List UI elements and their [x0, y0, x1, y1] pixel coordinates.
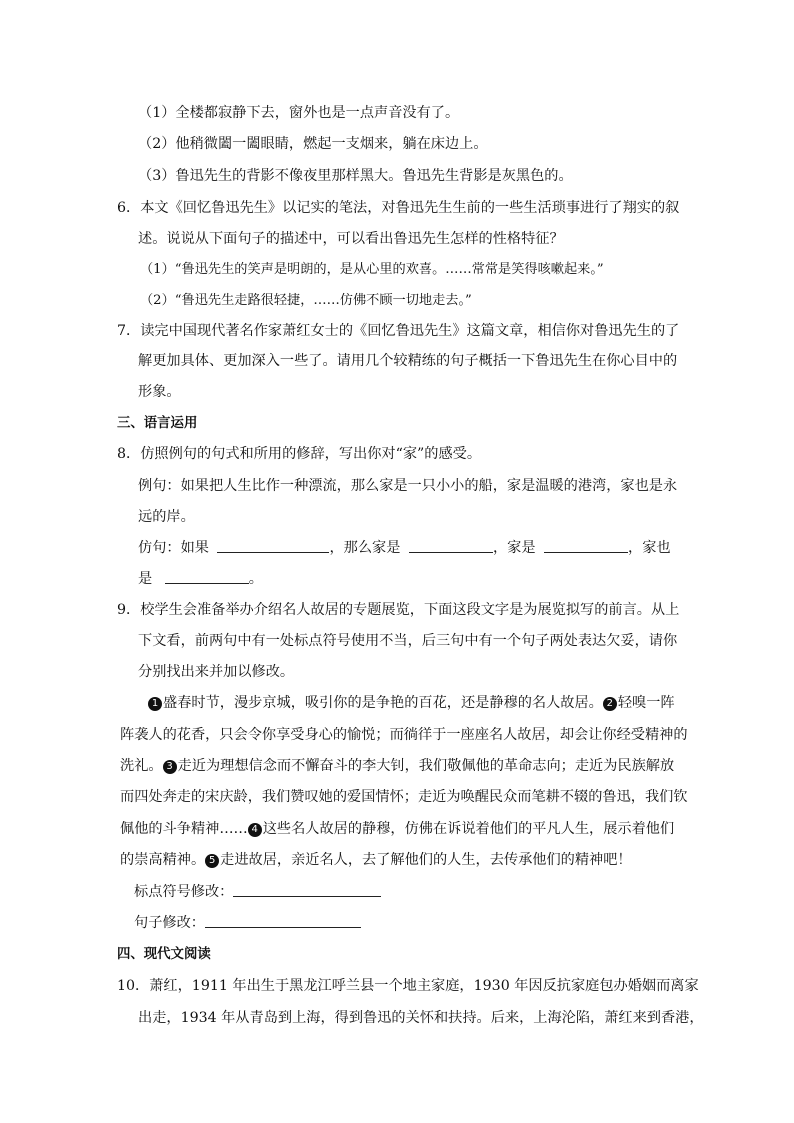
q6-line-1: 6．本文《回忆鲁迅先生》以记实的笔法，对鲁迅先生生前的一些生活琐事进行了翔实的叙	[117, 200, 680, 216]
q8-example-line-1: 例句：如果把人生比作一种漂流，那么家是一只小小的船，家是温暖的港湾，家也是永	[138, 478, 678, 494]
q9-passage-text-1a: 盛春时节，漫步京城，吸引你的是争艳的百花，还是静穆的名人故居。	[163, 695, 603, 711]
q8-fill-line-2	[138, 569, 263, 589]
q10-line-2: 出走，1934 年从青岛到上海，得到鲁迅的关怀和扶持。后来，上海沦陷，萧红来到香港，	[138, 1010, 704, 1026]
q6-line-2: 述。说说从下面句子的描述中，可以看出鲁迅先生怎样的性格特征？	[138, 231, 564, 247]
q8-blank-2[interactable]	[409, 538, 493, 553]
q9-sentence-blank[interactable]	[205, 913, 361, 928]
q7-line-3: 形象。	[138, 384, 181, 400]
q9-line-3: 分别找出来并加以修改。	[138, 664, 295, 680]
q8-blank-3[interactable]	[544, 538, 628, 553]
circled-number-4: 4	[248, 823, 262, 837]
q9-punctuation-blank[interactable]	[233, 882, 381, 897]
q9-passage-text-3a: 洗礼。	[120, 758, 163, 774]
q9-passage-line-5	[120, 819, 674, 839]
q9-passage-line-4: 而四处奔走的宋庆龄，我们赞叹她的爱国情怀；走近为唤醒民众而笔耕不辍的鲁迅，我们钦	[120, 789, 688, 805]
q9-passage-line-3	[120, 756, 674, 776]
q9-passage-line-2: 阵袭人的花香，只会令你享受身心的愉悦；而徜徉于一座座名人故居，却会让你经受精神的	[120, 727, 688, 743]
q6-sentence-2: （2）“鲁迅先生走路很轻捷，……仿佛不顾一切地走去。”	[140, 293, 472, 308]
q7-line-1: 7．读完中国现代著名作家萧红女士的《回忆鲁迅先生》这篇文章，相信你对鲁迅先生的了	[117, 323, 680, 339]
q5-sentence-1: （1）全楼都寂静下去，窗外也是一点声音没有了。	[138, 105, 460, 121]
q8-line-1: 8．仿照例句的句式和所用的修辞，写出你对“家”的感受。	[117, 446, 482, 462]
q9-passage-text-3b: 走近为理想信念而不懈奋斗的李大钊，我们敬佩他的革命志向；走近为民族解放	[177, 758, 675, 774]
q9-line-1: 9．校学生会准备举办介绍名人故居的专题展览，下面这段文字是为展览拟写的前言。从上	[117, 602, 680, 618]
q9-passage-line-6	[120, 850, 632, 870]
q8-fill-text-b: ，那么家是	[329, 540, 401, 556]
circled-number-2: 2	[603, 697, 617, 711]
q8-example-line-2: 远的岸。	[138, 509, 195, 525]
q8-fill-text-c: ，家是	[492, 540, 536, 556]
q10-line-1: 10．萧红，1911 年出生于黑龙江呼兰县一个地主家庭，1930 年因反抗家庭包办婚姻而离家	[117, 978, 699, 994]
section-heading-4: 四、现代文阅读	[117, 946, 211, 962]
q9-passage-text-1b: 轻嗅一阵	[617, 695, 675, 711]
q9-punctuation-label: 标点符号修改：	[134, 884, 234, 900]
q8-blank-1[interactable]	[217, 538, 329, 553]
q7-line-2: 解更加具体、更加深入一些了。请用几个较精练的句子概括一下鲁迅先生在你心目中的	[138, 353, 678, 369]
q9-sentence-answer	[134, 913, 361, 933]
q9-passage-line-1	[148, 693, 675, 713]
circled-number-5: 5	[205, 854, 219, 868]
circled-number-1: 1	[148, 697, 162, 711]
q8-fill-text-e: 是	[138, 571, 153, 587]
q8-fill-text-f: 。	[248, 571, 263, 587]
q8-fill-text-a: 仿句：如果	[138, 540, 209, 556]
circled-number-3: 3	[163, 760, 177, 774]
q6-sentence-1: （1）“鲁迅先生的笑声是明朗的，是从心里的欢喜。……常常是笑得咳嗽起来。”	[140, 262, 604, 277]
q9-passage-text-6a: 的崇高精神。	[120, 852, 206, 868]
q9-passage-text-6b: 走进故居，亲近名人，去了解他们的人生，去传承他们的精神吧！	[220, 852, 632, 868]
section-heading-3: 三、语言运用	[117, 415, 198, 431]
q9-punctuation-answer	[134, 882, 381, 902]
q5-sentence-3: （3）鲁迅先生的背影不像夜里那样黑大。鲁迅先生背影是灰黑色的。	[138, 168, 573, 184]
q8-fill-line-1	[138, 538, 671, 558]
q8-fill-text-d: ，家也	[628, 540, 671, 556]
q8-blank-4[interactable]	[165, 569, 249, 584]
q5-sentence-2: （2）他稍微闔一闔眼睛，燃起一支烟来，躺在床边上。	[138, 136, 488, 152]
q9-line-2: 下文看，前两句中有一处标点符号使用不当，后三句中有一个句子两处表达欠妥，请你	[138, 633, 678, 649]
q9-passage-text-5a: 佩他的斗争精神……	[120, 821, 248, 837]
q9-passage-text-5b: 这些名人故居的静穆，仿佛在诉说着他们的平凡人生，展示着他们	[262, 821, 675, 837]
q9-sentence-label: 句子修改：	[134, 915, 205, 931]
